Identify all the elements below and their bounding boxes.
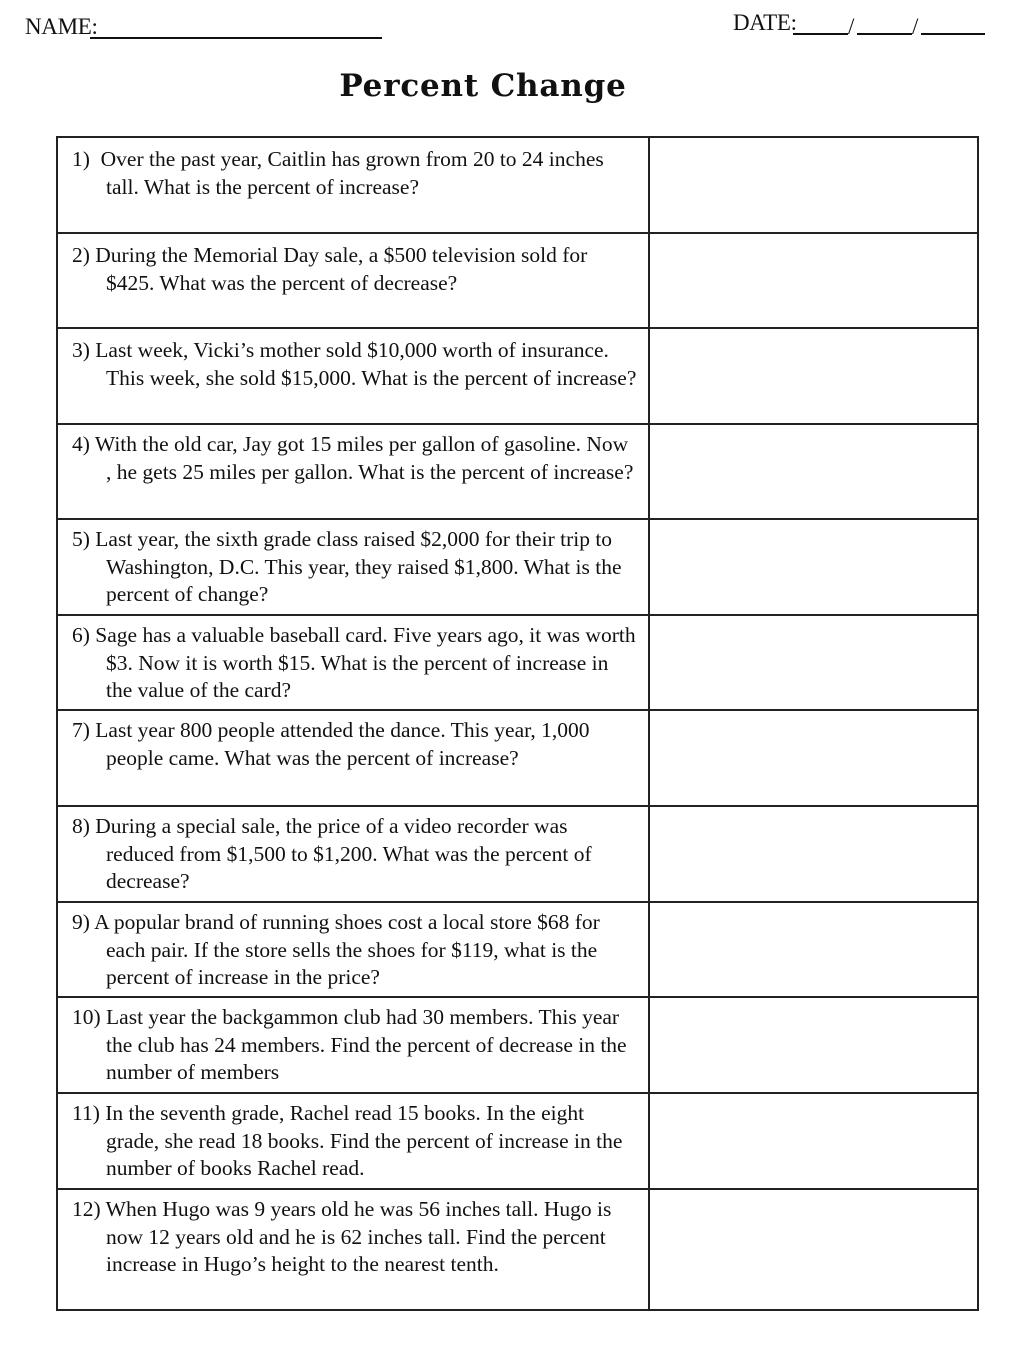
question-table (56, 136, 979, 1311)
date-month-blank[interactable] (793, 33, 848, 35)
question-text: 5) Last year, the sixth grade class raised $2,000 for their trip to Washington, D.C. This year, they raised $1,800. What is the percent of change? (72, 527, 622, 606)
name-label: NAME: (25, 14, 98, 39)
answer-cell[interactable] (650, 616, 977, 711)
question-text: 11) In the seventh grade, Rachel read 15 books. In the eight grade, she read 18 books. Find the percent of increase in the number of books Rachel read. (72, 1101, 623, 1180)
question-text: 8) During a special sale, the price of a video recorder was reduced from $1,500 to $1,200. What was the percent of decrease? (72, 814, 592, 893)
table-row (58, 520, 977, 615)
answer-cell[interactable] (650, 1094, 977, 1189)
table-row (58, 1190, 977, 1309)
question-text: 2) During the Memorial Day sale, a $500 television sold for $425. What was the percent of decrease? (72, 243, 588, 295)
answer-cell[interactable] (650, 711, 977, 806)
date-separator: / (912, 14, 919, 39)
table-row (58, 711, 977, 806)
question-text: 7) Last year 800 people attended the dance. This year, 1,000 people came. What was the percent of increase? (72, 718, 590, 770)
table-row (58, 903, 977, 998)
table-row (58, 998, 977, 1093)
question-text: 12) When Hugo was 9 years old he was 56 inches tall. Hugo is now 12 years old and he is 62 inches tall. Find the percent increase in Hugo’s height to the nearest tenth. (72, 1197, 612, 1276)
answer-cell[interactable] (650, 234, 977, 329)
table-row (58, 329, 977, 424)
question-text: 3) Last week, Vicki’s mother sold $10,000 worth of insurance. This week, she sold $15,000. What is the percent of increase? (72, 338, 637, 390)
date-separator: / (848, 14, 855, 39)
question-text: 9) A popular brand of running shoes cost a local store $68 for each pair. If the store sells the shoes for $119, what is the percent of increase in the price? (72, 910, 600, 989)
date-label: DATE: (733, 10, 797, 35)
answer-cell[interactable] (650, 138, 977, 233)
question-text: 10) Last year the backgammon club had 30 members. This year the club has 24 members. Find the percent of decrease in the number of members (72, 1005, 627, 1084)
page-title: Percent Change (339, 68, 627, 104)
answer-cell[interactable] (650, 425, 977, 520)
question-text: 1) Over the past year, Caitlin has grown from 20 to 24 inches tall. What is the percent of increase? (72, 147, 604, 199)
worksheet-header (0, 10, 1024, 50)
date-year-blank[interactable] (921, 33, 985, 35)
answer-cell[interactable] (650, 329, 977, 424)
table-row (58, 234, 977, 329)
date-blanks (793, 14, 987, 42)
answer-cell[interactable] (650, 903, 977, 998)
table-row (58, 1094, 977, 1189)
table-row (58, 616, 977, 711)
date-day-blank[interactable] (857, 33, 912, 35)
question-text: 4) With the old car, Jay got 15 miles per gallon of gasoline. Now , he gets 25 miles per gallon. What is the percent of increase? (72, 432, 634, 484)
table-row (58, 807, 977, 902)
answer-cell[interactable] (650, 998, 977, 1093)
table-row (58, 138, 977, 233)
answer-cell[interactable] (650, 1190, 977, 1309)
table-row (58, 425, 977, 520)
answer-cell[interactable] (650, 807, 977, 902)
name-blank[interactable] (90, 37, 382, 39)
question-text: 6) Sage has a valuable baseball card. Five years ago, it was worth $3. Now it is worth $15. What is the percent of increase in the value of the card? (72, 623, 636, 702)
answer-cell[interactable] (650, 520, 977, 615)
